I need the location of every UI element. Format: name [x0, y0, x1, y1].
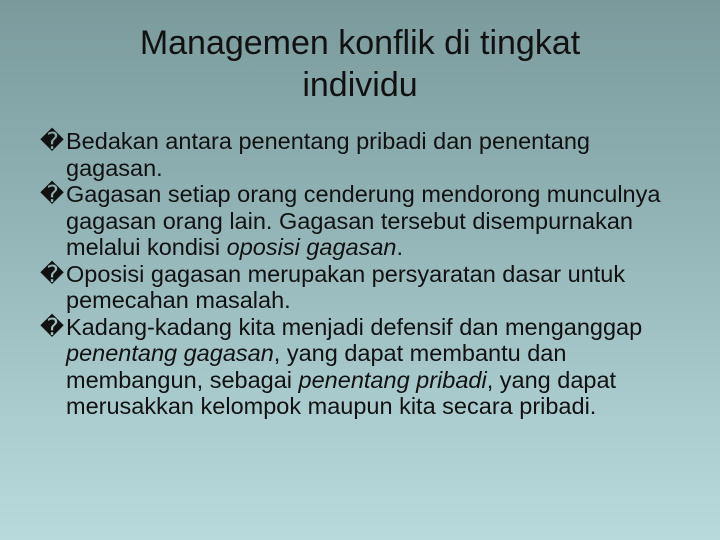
slide-title — [60, 22, 660, 106]
title-line-1: Managemen konflik di tingkat — [139, 24, 581, 62]
bullet-4-emphasis-penentang-gagasan: penentang gagasan — [66, 340, 274, 366]
bullet-item-4 — [40, 314, 690, 420]
bullet-marker-icon: � — [40, 181, 65, 207]
bullet-marker-icon: � — [40, 260, 65, 287]
bullet-2-text-1: Gagasan setiap orang cenderung mendorong munculnya gagasan orang lain. Gagasan tersebut disempurnakan melalui kondisi — [66, 181, 661, 260]
bullet-list — [40, 128, 690, 420]
bullet-item-2 — [40, 181, 690, 261]
title-line-2: individu — [302, 66, 418, 104]
bullet-4-text-2: , yang dapat membantu dan membangun, sebagai — [66, 340, 567, 393]
bullet-3-text-1: Oposisi gagasan merupakan persyaratan dasar untuk pemecahan masalah. — [66, 260, 626, 313]
bullet-item-1 — [40, 128, 690, 181]
bullet-marker-icon: � — [40, 313, 65, 340]
bullet-2-text-2: . — [396, 234, 404, 260]
bullet-item-3 — [40, 261, 690, 314]
bullet-marker-icon: � — [40, 128, 65, 154]
bullet-4-text-1: Kadang-kadang kita menjadi defensif dan menganggap — [66, 313, 643, 340]
bullet-4-text-3: , yang dapat merusakkan kelompok maupun kita secara pribadi. — [66, 366, 617, 419]
bullet-4-emphasis-penentang-pribadi: penentang pribadi — [298, 366, 487, 393]
bullet-1-text-1: Bedakan antara penentang pribadi dan penentang gagasan. — [66, 128, 590, 181]
bullet-2-emphasis-oposisi-gagasan: oposisi gagasan — [226, 234, 397, 260]
